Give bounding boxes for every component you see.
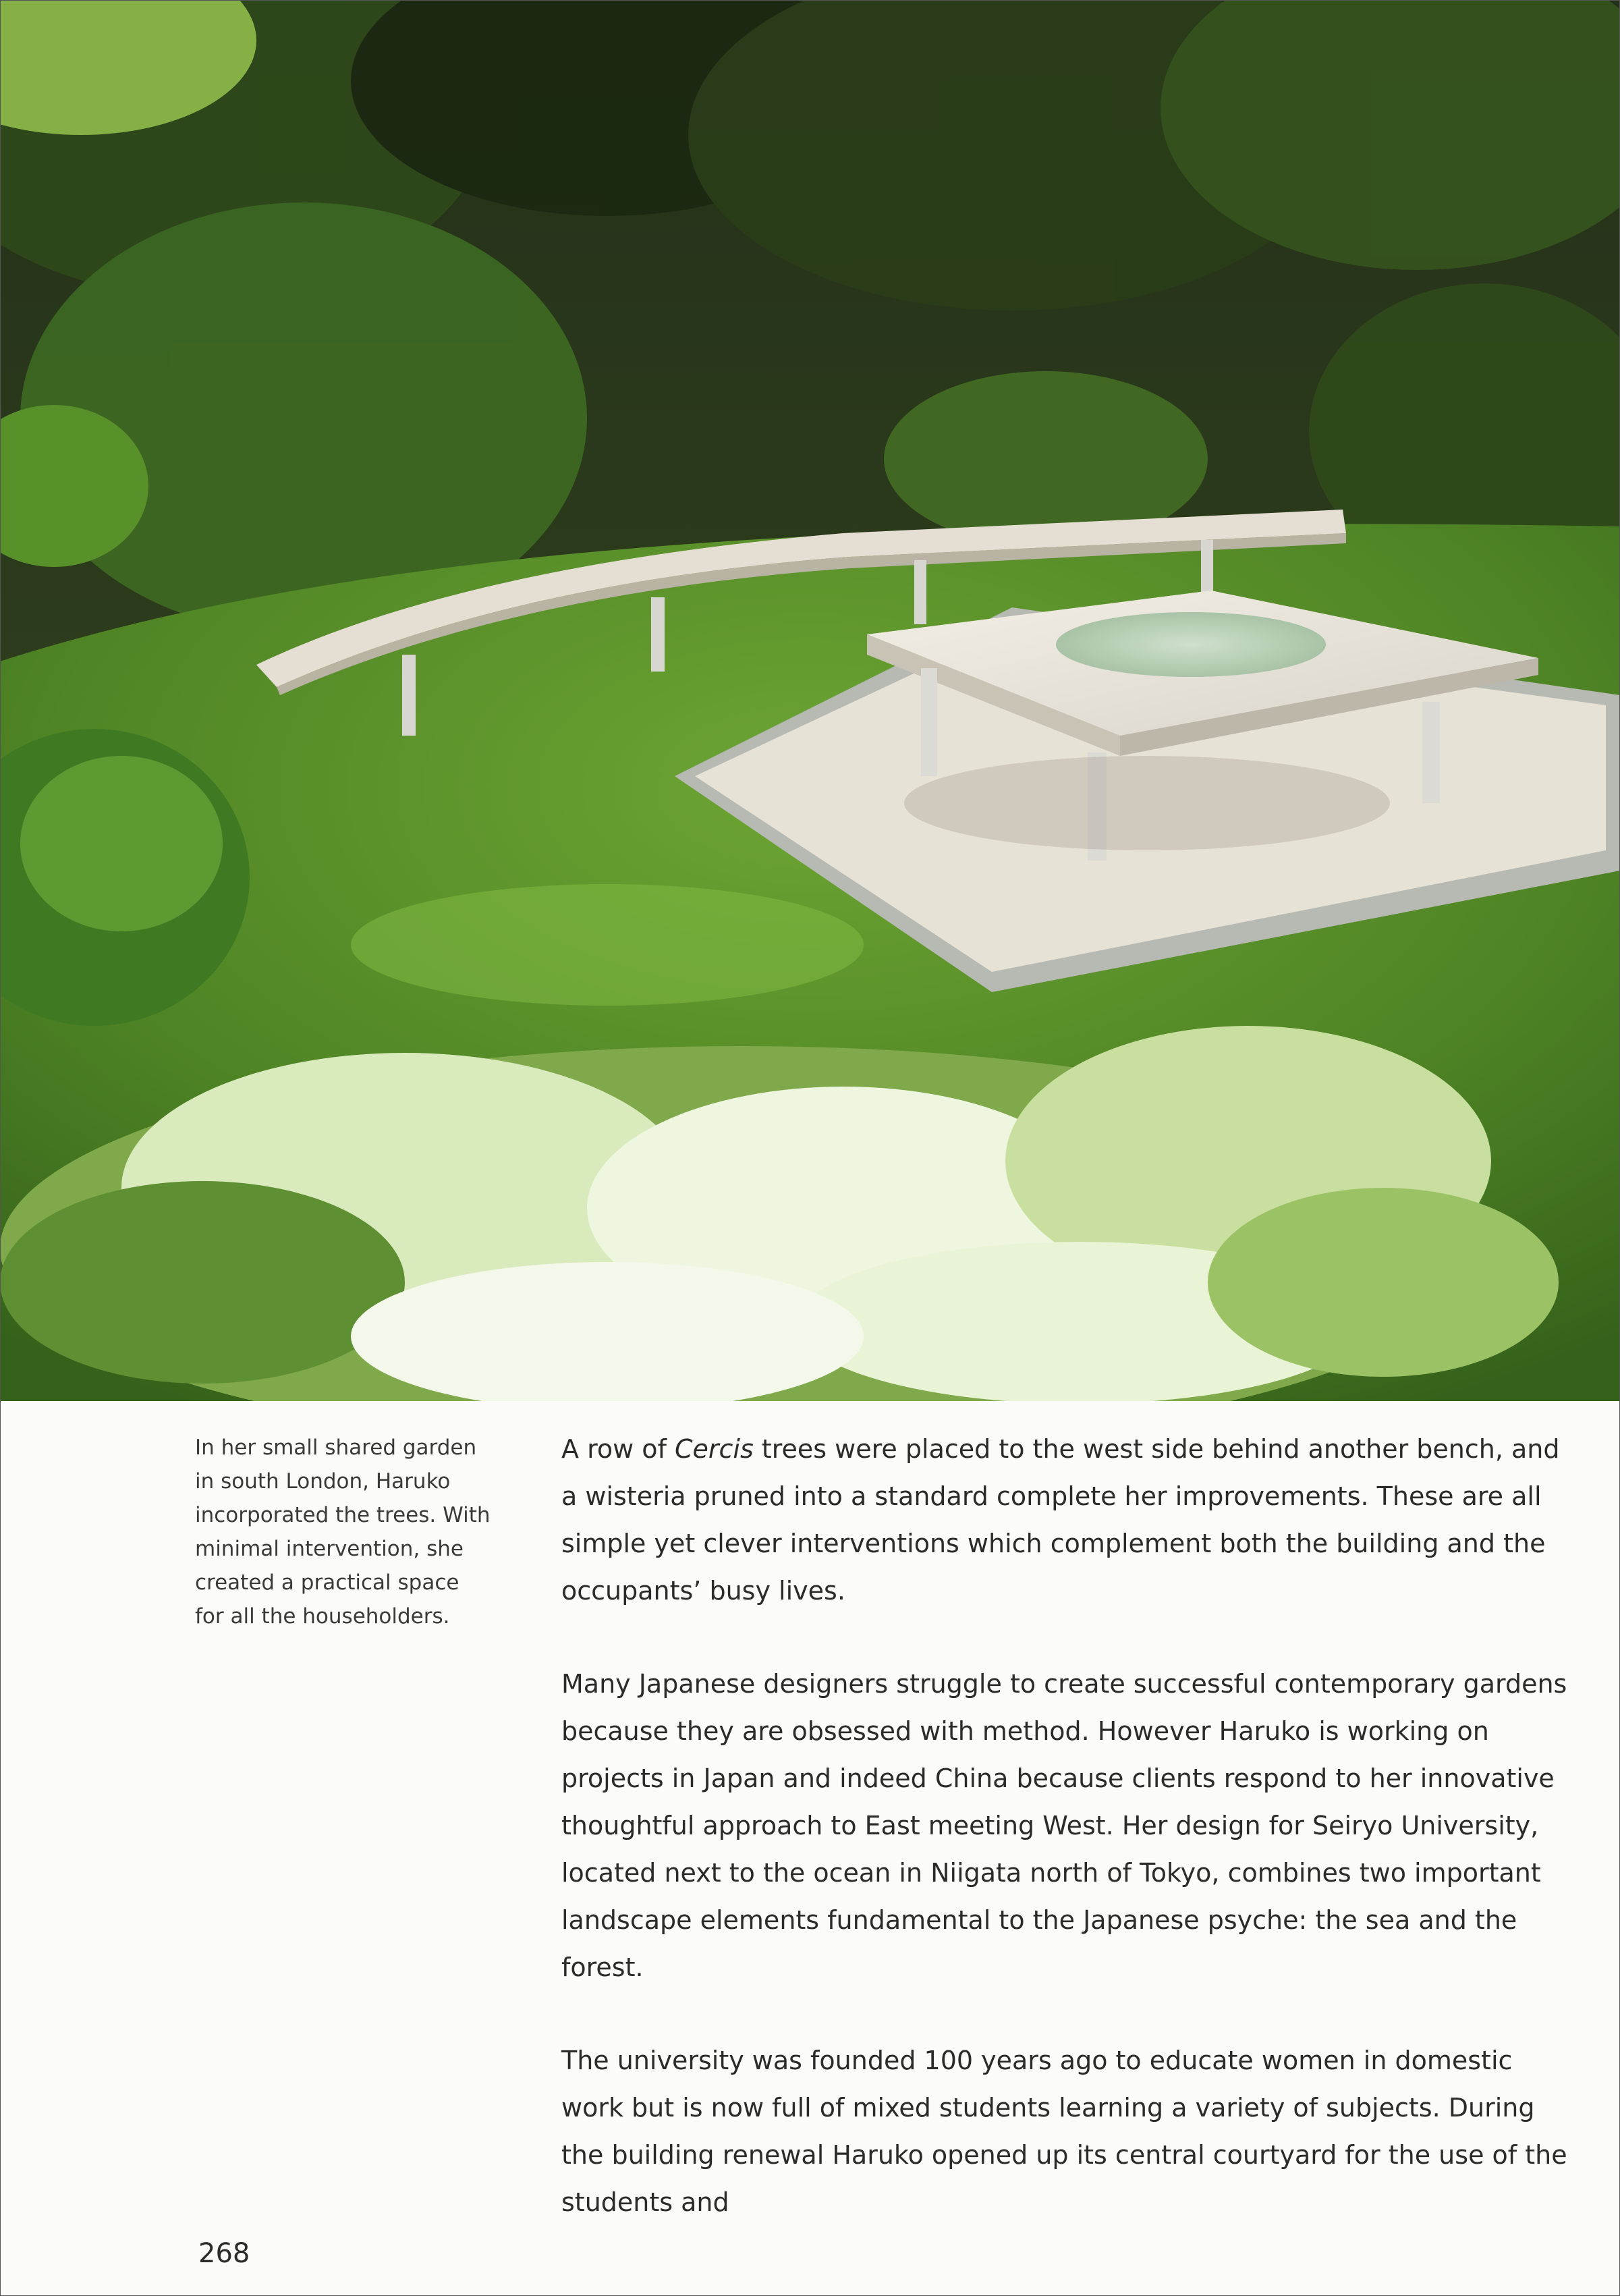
page-number: 268 — [198, 2238, 250, 2269]
cercis-italic: Cercis — [674, 1434, 754, 1464]
photo-caption: In her small shared garden in south London, Haruko incorporated the trees. With minimal intervention, she created a practical space for all the householders. — [195, 1436, 491, 1629]
article-body — [561, 1425, 1580, 2272]
paragraph-1-rest: trees were placed to the west side behind another bench, and a wisteria pruned into a standard complete her improvements. These are all simple yet clever interventions which complement both the building and the occupants’ busy lives. — [561, 1434, 1560, 1606]
paragraph-2: Many Japanese designers struggle to create successful contemporary gardens because they are obsessed with method. However Haruko is working on projects in Japan and indeed China because clients respond to her innovative thoughtful approach to East meeting West. Her design for Seiryo University, located next to the ocean in Niigata north of Tokyo, combines two important landscape elements fundamental to the Japanese psyche: the sea and the forest. — [561, 1669, 1567, 1982]
paragraph-1 — [561, 1425, 1580, 1614]
paragraph-1-start: A row of — [561, 1434, 675, 1464]
paragraph-3: The university was founded 100 years ago to educate women in domestic work but is now full of mixed students learning a variety of subjects. During the building renewal Haruko opened up its central courtyard for the use of the students and — [561, 2046, 1567, 2217]
